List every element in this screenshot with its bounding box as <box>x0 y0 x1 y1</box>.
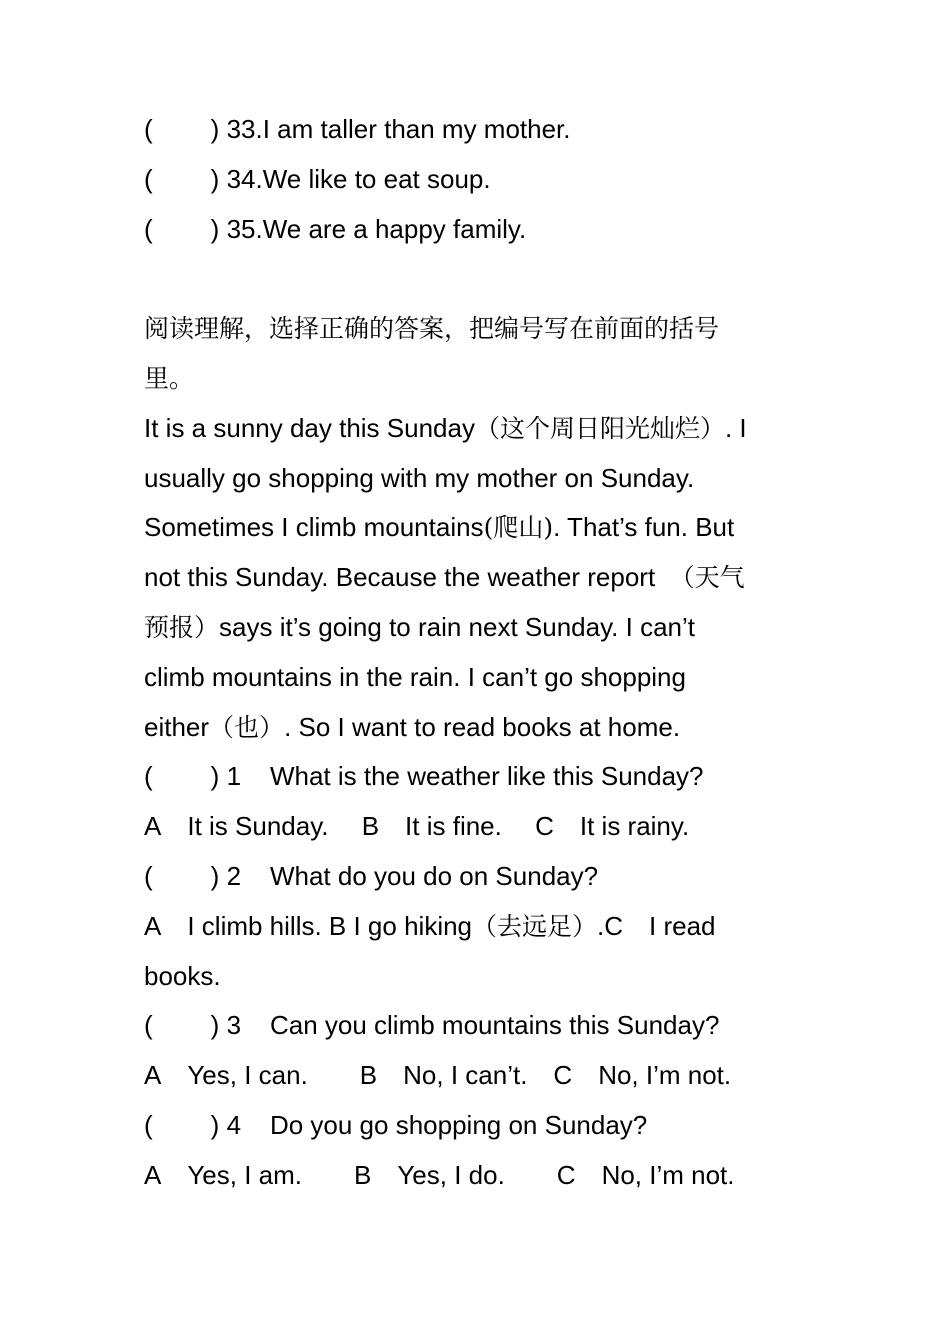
question-number: 1 <box>226 761 242 792</box>
close-paren: ) <box>210 163 220 194</box>
question-3 <box>144 1001 814 1051</box>
passage-text: . So I want to read books at home. <box>284 711 681 742</box>
open-paren: ( <box>144 114 153 144</box>
close-paren: ) <box>210 860 220 891</box>
item-35 <box>144 205 814 255</box>
item-text: 35.We are a happy family. <box>226 213 527 244</box>
instruction-line-1: 阅读理解，选择正确的答案，把编号写在前面的括号 <box>144 314 720 344</box>
question-1-options: A It is Sunday. B It is fine. C It is rainy. <box>144 811 690 842</box>
option-gloss: （去远足） <box>472 911 598 941</box>
question-text: Do you go shopping on Sunday? <box>269 1109 648 1140</box>
open-paren: ( <box>144 860 153 891</box>
passage-line-1 <box>144 404 814 454</box>
passage-text: Sometimes I climb mountains <box>144 512 484 543</box>
passage-text: either <box>144 711 210 742</box>
passage-text: not this Sunday. Because the weather report <box>144 562 656 593</box>
close-paren: ) <box>210 761 220 792</box>
open-paren: ( <box>144 1109 153 1140</box>
open-paren: ( <box>144 213 153 244</box>
question-4-options: A Yes, I am. B Yes, I do. C No, I’m not. <box>144 1159 735 1190</box>
passage-gloss: （也） <box>209 712 285 742</box>
passage-line-7 <box>144 703 814 753</box>
question-text: What is the weather like this Sunday? <box>269 761 704 792</box>
passage-text: It is a sunny day this Sunday <box>144 412 475 443</box>
question-1 <box>144 752 814 802</box>
passage-gloss: （天气 <box>669 563 745 593</box>
open-paren: ( <box>144 1010 153 1041</box>
passage-line-4 <box>144 553 814 603</box>
passage-gloss: （这个周日阳光灿烂） <box>474 413 725 443</box>
option-text: A I climb hills. B I go hiking <box>144 910 473 941</box>
option-text: .C I read <box>597 910 716 941</box>
question-number: 3 <box>226 1010 242 1041</box>
item-text: 33.I am taller than my mother. <box>226 114 571 144</box>
passage-line-3 <box>144 503 814 553</box>
question-2-options <box>144 902 814 952</box>
instruction-line-2: 里。 <box>144 363 195 393</box>
open-paren: ( <box>144 761 153 792</box>
item-34 <box>144 155 814 205</box>
item-33 <box>144 105 814 155</box>
question-text: Can you climb mountains this Sunday? <box>269 1010 720 1041</box>
passage-line-5 <box>144 603 814 653</box>
question-4 <box>144 1101 814 1151</box>
section-gap <box>144 254 814 304</box>
document-page <box>144 105 814 1201</box>
passage-text: says it’s going to rain next Sunday. I can’t <box>219 611 695 642</box>
close-paren: ) <box>210 114 220 144</box>
question-number: 2 <box>226 860 242 891</box>
close-paren: ) <box>210 1109 220 1140</box>
question-number: 4 <box>226 1109 242 1140</box>
item-text: 34.We like to eat soup. <box>226 163 491 194</box>
passage-gloss: (爬山) <box>483 513 554 543</box>
question-2-options-cont: books. <box>144 960 221 991</box>
question-3-options: A Yes, I can. B No, I can’t. C No, I’m not. <box>144 1060 732 1091</box>
passage-text: . I <box>724 412 747 443</box>
passage-gloss: 预报） <box>144 612 220 642</box>
close-paren: ) <box>210 213 220 244</box>
passage-text: . That’s fun. But <box>553 512 735 543</box>
question-text: What do you do on Sunday? <box>269 860 599 891</box>
question-2 <box>144 852 814 902</box>
open-paren: ( <box>144 163 153 194</box>
close-paren: ) <box>210 1010 220 1041</box>
passage-line-2: usually go shopping with my mother on Sunday. <box>144 462 695 493</box>
passage-line-6: climb mountains in the rain. I can’t go shopping <box>144 661 686 692</box>
